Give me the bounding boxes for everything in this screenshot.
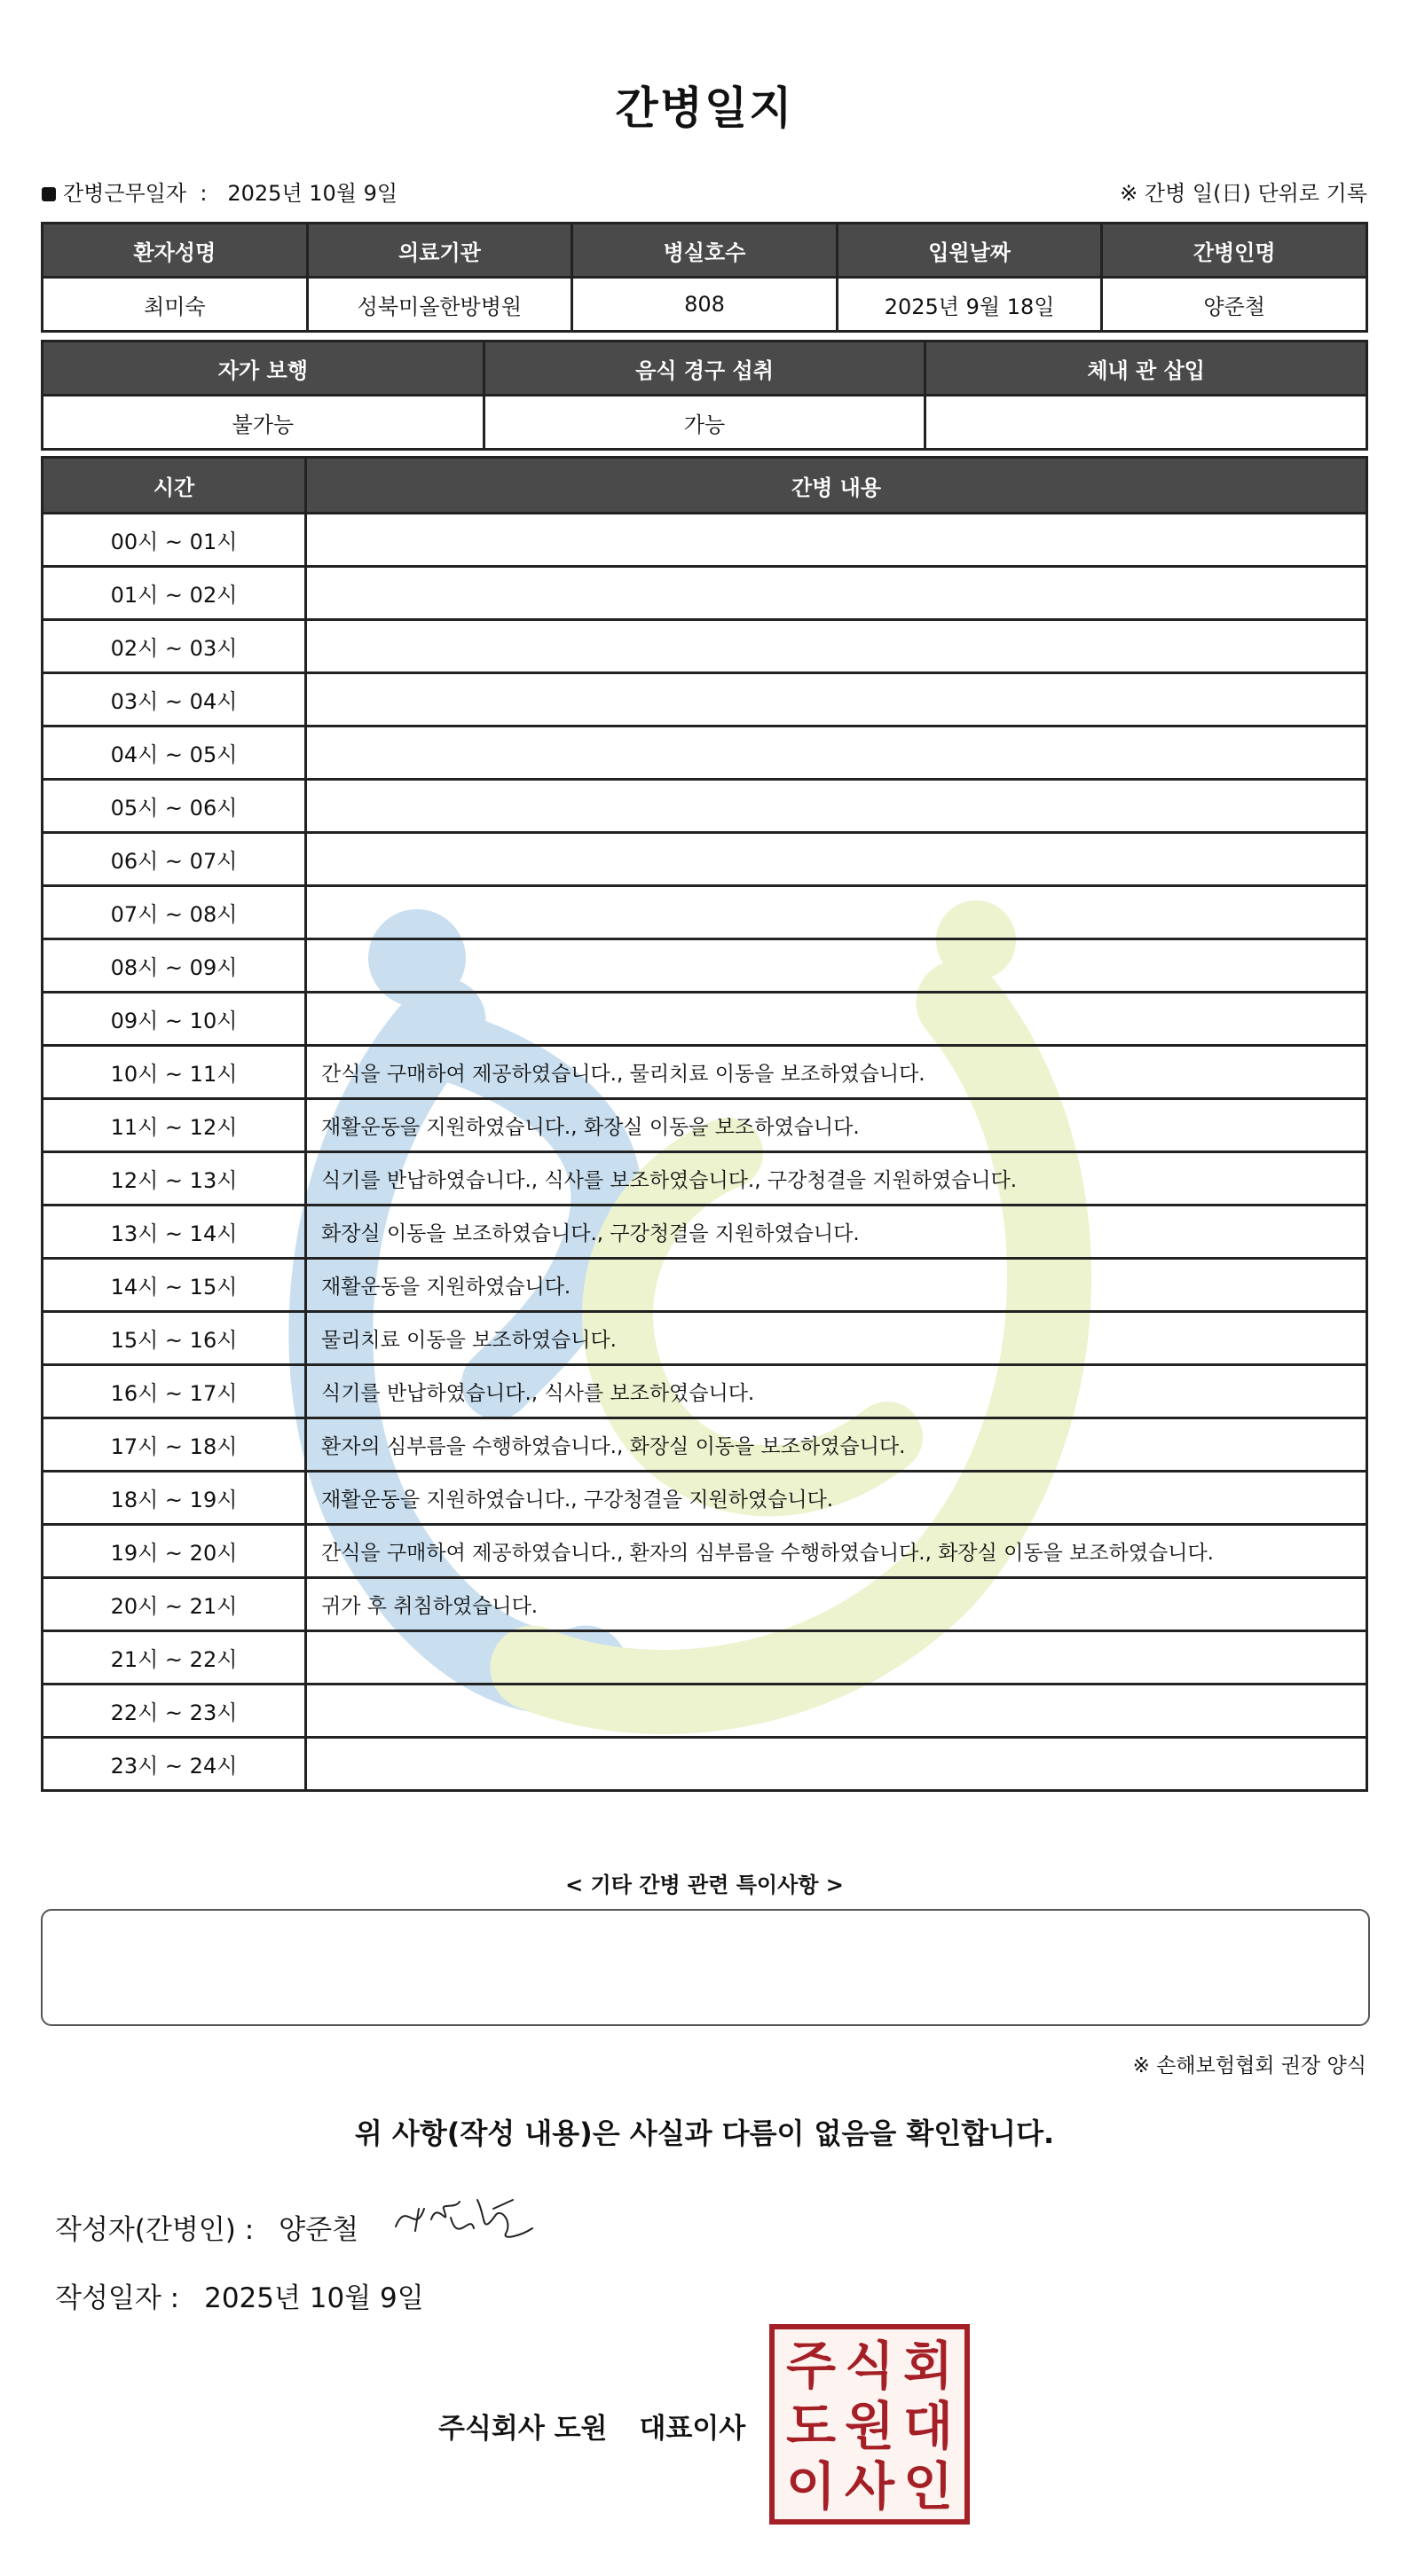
table-row xyxy=(43,1312,1367,1365)
table-row xyxy=(43,939,1367,993)
care-log-table xyxy=(41,456,1368,1792)
work-date-separator: : xyxy=(200,181,208,206)
page-title: 간병일지 xyxy=(615,82,794,134)
patient-status-table xyxy=(41,340,1368,451)
table-row xyxy=(43,1206,1367,1259)
care-content: 환자의 심부름을 수행하였습니다., 화장실 이동을 보조하였습니다. xyxy=(306,1418,1367,1472)
writer-label: 작성자(간병인) : xyxy=(55,2214,255,2246)
time-slot: 21시 ~ 22시 xyxy=(43,1631,306,1685)
company-name: 주식회사 도원 xyxy=(438,2413,608,2445)
meta-row xyxy=(42,176,1367,211)
care-content: 간식을 구매하여 제공하였습니다., 환자의 심부름을 수행하였습니다., 화장실 이동을 보조하였습니다. xyxy=(306,1525,1367,1578)
unit-note: ※ 간병 일(日) 단위로 기록 xyxy=(1120,181,1367,206)
seal-glyph: 이 xyxy=(785,2456,837,2517)
time-slot: 01시 ~ 02시 xyxy=(43,567,306,620)
care-content xyxy=(306,514,1367,567)
time-slot: 19시 ~ 20시 xyxy=(43,1525,306,1578)
time-slot: 04시 ~ 05시 xyxy=(43,726,306,780)
header-room: 병실호수 xyxy=(572,224,838,278)
table-row xyxy=(43,993,1367,1046)
header-patient-name: 환자성명 xyxy=(43,224,308,278)
work-date xyxy=(42,176,398,207)
admission-date: 2025년 9월 18일 xyxy=(837,278,1102,332)
table-row xyxy=(43,1738,1367,1791)
care-content xyxy=(306,886,1367,939)
company-representative: 대표이사 xyxy=(639,2413,746,2445)
caregiver-name: 양준철 xyxy=(1102,278,1367,332)
table-row xyxy=(43,833,1367,886)
header-self-walking: 자가 보행 xyxy=(43,342,484,396)
time-slot: 08시 ~ 09시 xyxy=(43,939,306,993)
self-walking-value: 불가능 xyxy=(43,396,484,450)
table-row xyxy=(43,1259,1367,1312)
time-slot: 09시 ~ 10시 xyxy=(43,993,306,1046)
care-content xyxy=(306,1738,1367,1791)
writer-line xyxy=(55,2207,358,2247)
care-content xyxy=(306,1631,1367,1685)
time-slot: 07시 ~ 08시 xyxy=(43,886,306,939)
seal-glyph: 원 xyxy=(844,2396,895,2456)
seal-glyph: 대 xyxy=(902,2396,954,2456)
time-slot: 17시 ~ 18시 xyxy=(43,1418,306,1472)
seal-glyph: 인 xyxy=(902,2456,954,2517)
care-content: 물리치료 이동을 보조하였습니다. xyxy=(306,1312,1367,1365)
company-seal-stamp xyxy=(769,2324,970,2525)
care-content xyxy=(306,939,1367,993)
table-row xyxy=(43,1472,1367,1525)
tube-insertion-value xyxy=(925,396,1367,450)
table-row xyxy=(43,514,1367,567)
table-row xyxy=(43,1631,1367,1685)
writer-name: 양준철 xyxy=(279,2214,359,2246)
care-content: 간식을 구매하여 제공하였습니다., 물리치료 이동을 보조하였습니다. xyxy=(306,1046,1367,1099)
care-log-body xyxy=(43,514,1367,1791)
time-slot: 11시 ~ 12시 xyxy=(43,1099,306,1152)
seal-glyph: 사 xyxy=(844,2456,895,2517)
company-line xyxy=(438,2406,745,2446)
table-row xyxy=(43,1046,1367,1099)
care-content: 재활운동을 지원하였습니다. xyxy=(306,1259,1367,1312)
care-content xyxy=(306,673,1367,726)
work-date-label: 간병근무일자 xyxy=(63,181,187,206)
time-slot: 03시 ~ 04시 xyxy=(43,673,306,726)
seal-glyph: 주 xyxy=(785,2336,837,2396)
header-admission-date: 입원날짜 xyxy=(837,224,1102,278)
table-row xyxy=(43,886,1367,939)
table-row xyxy=(43,726,1367,780)
table-row xyxy=(43,620,1367,673)
oral-intake-value: 가능 xyxy=(484,396,925,450)
care-content xyxy=(306,620,1367,673)
time-slot: 22시 ~ 23시 xyxy=(43,1685,306,1738)
time-slot: 13시 ~ 14시 xyxy=(43,1206,306,1259)
care-content xyxy=(306,1685,1367,1738)
time-slot: 06시 ~ 07시 xyxy=(43,833,306,886)
seal-glyph: 식 xyxy=(844,2336,895,2396)
table-row xyxy=(43,1578,1367,1631)
care-content xyxy=(306,726,1367,780)
time-slot: 05시 ~ 06시 xyxy=(43,780,306,833)
table-row xyxy=(43,1152,1367,1206)
header-oral-intake: 음식 경구 섭취 xyxy=(484,342,925,396)
care-content: 재활운동을 지원하였습니다., 화장실 이동을 보조하였습니다. xyxy=(306,1099,1367,1152)
patient-name: 최미숙 xyxy=(43,278,308,332)
remarks-title: < 기타 간병 관련 특이사항 > xyxy=(565,1873,844,1897)
care-content xyxy=(306,993,1367,1046)
time-slot: 12시 ~ 13시 xyxy=(43,1152,306,1206)
time-slot: 16시 ~ 17시 xyxy=(43,1365,306,1418)
care-content: 재활운동을 지원하였습니다., 구강청결을 지원하였습니다. xyxy=(306,1472,1367,1525)
time-slot: 02시 ~ 03시 xyxy=(43,620,306,673)
written-date-value: 2025년 10월 9일 xyxy=(204,2282,424,2314)
time-slot: 15시 ~ 16시 xyxy=(43,1312,306,1365)
written-date-line xyxy=(55,2275,424,2315)
care-content xyxy=(306,567,1367,620)
time-slot: 18시 ~ 19시 xyxy=(43,1472,306,1525)
hospital-name: 성북미올한방병원 xyxy=(307,278,572,332)
table-row xyxy=(43,567,1367,620)
care-content: 화장실 이동을 보조하였습니다., 구강청결을 지원하였습니다. xyxy=(306,1206,1367,1259)
care-content: 귀가 후 취침하였습니다. xyxy=(306,1578,1367,1631)
header-hospital: 의료기관 xyxy=(307,224,572,278)
care-content xyxy=(306,780,1367,833)
patient-info-table xyxy=(41,222,1368,333)
confirmation-statement: 위 사항(작성 내용)은 사실과 다름이 없음을 확인합니다. xyxy=(354,2117,1055,2150)
room-number: 808 xyxy=(572,278,838,332)
bullet-square-icon xyxy=(42,187,56,201)
table-row xyxy=(43,1365,1367,1418)
care-content: 식기를 반납하였습니다., 식사를 보조하였습니다. xyxy=(306,1365,1367,1418)
header-caregiver-name: 간병인명 xyxy=(1102,224,1367,278)
header-tube-insertion: 체내 관 삽입 xyxy=(925,342,1367,396)
table-row xyxy=(43,1418,1367,1472)
seal-glyph: 회 xyxy=(902,2336,954,2396)
written-date-label: 작성일자 : xyxy=(55,2282,180,2314)
table-row xyxy=(43,1685,1367,1738)
table-row xyxy=(43,1525,1367,1578)
time-slot: 23시 ~ 24시 xyxy=(43,1738,306,1791)
table-row xyxy=(43,673,1367,726)
time-slot: 10시 ~ 11시 xyxy=(43,1046,306,1099)
seal-glyph: 도 xyxy=(785,2396,837,2456)
care-content: 식기를 반납하였습니다., 식사를 보조하였습니다., 구강청결을 지원하였습니다. xyxy=(306,1152,1367,1206)
time-slot: 14시 ~ 15시 xyxy=(43,1259,306,1312)
table-row xyxy=(43,1099,1367,1152)
work-date-value: 2025년 10월 9일 xyxy=(227,181,398,206)
table-row xyxy=(43,780,1367,833)
time-slot: 00시 ~ 01시 xyxy=(43,514,306,567)
header-care-content: 간병 내용 xyxy=(306,458,1367,514)
remarks-box xyxy=(41,1909,1370,2026)
care-content xyxy=(306,833,1367,886)
header-time: 시간 xyxy=(43,458,306,514)
handwritten-signature xyxy=(389,2182,548,2253)
time-slot: 20시 ~ 21시 xyxy=(43,1578,306,1631)
form-note: ※ 손해보험협회 권장 양식 xyxy=(1132,2054,1366,2077)
